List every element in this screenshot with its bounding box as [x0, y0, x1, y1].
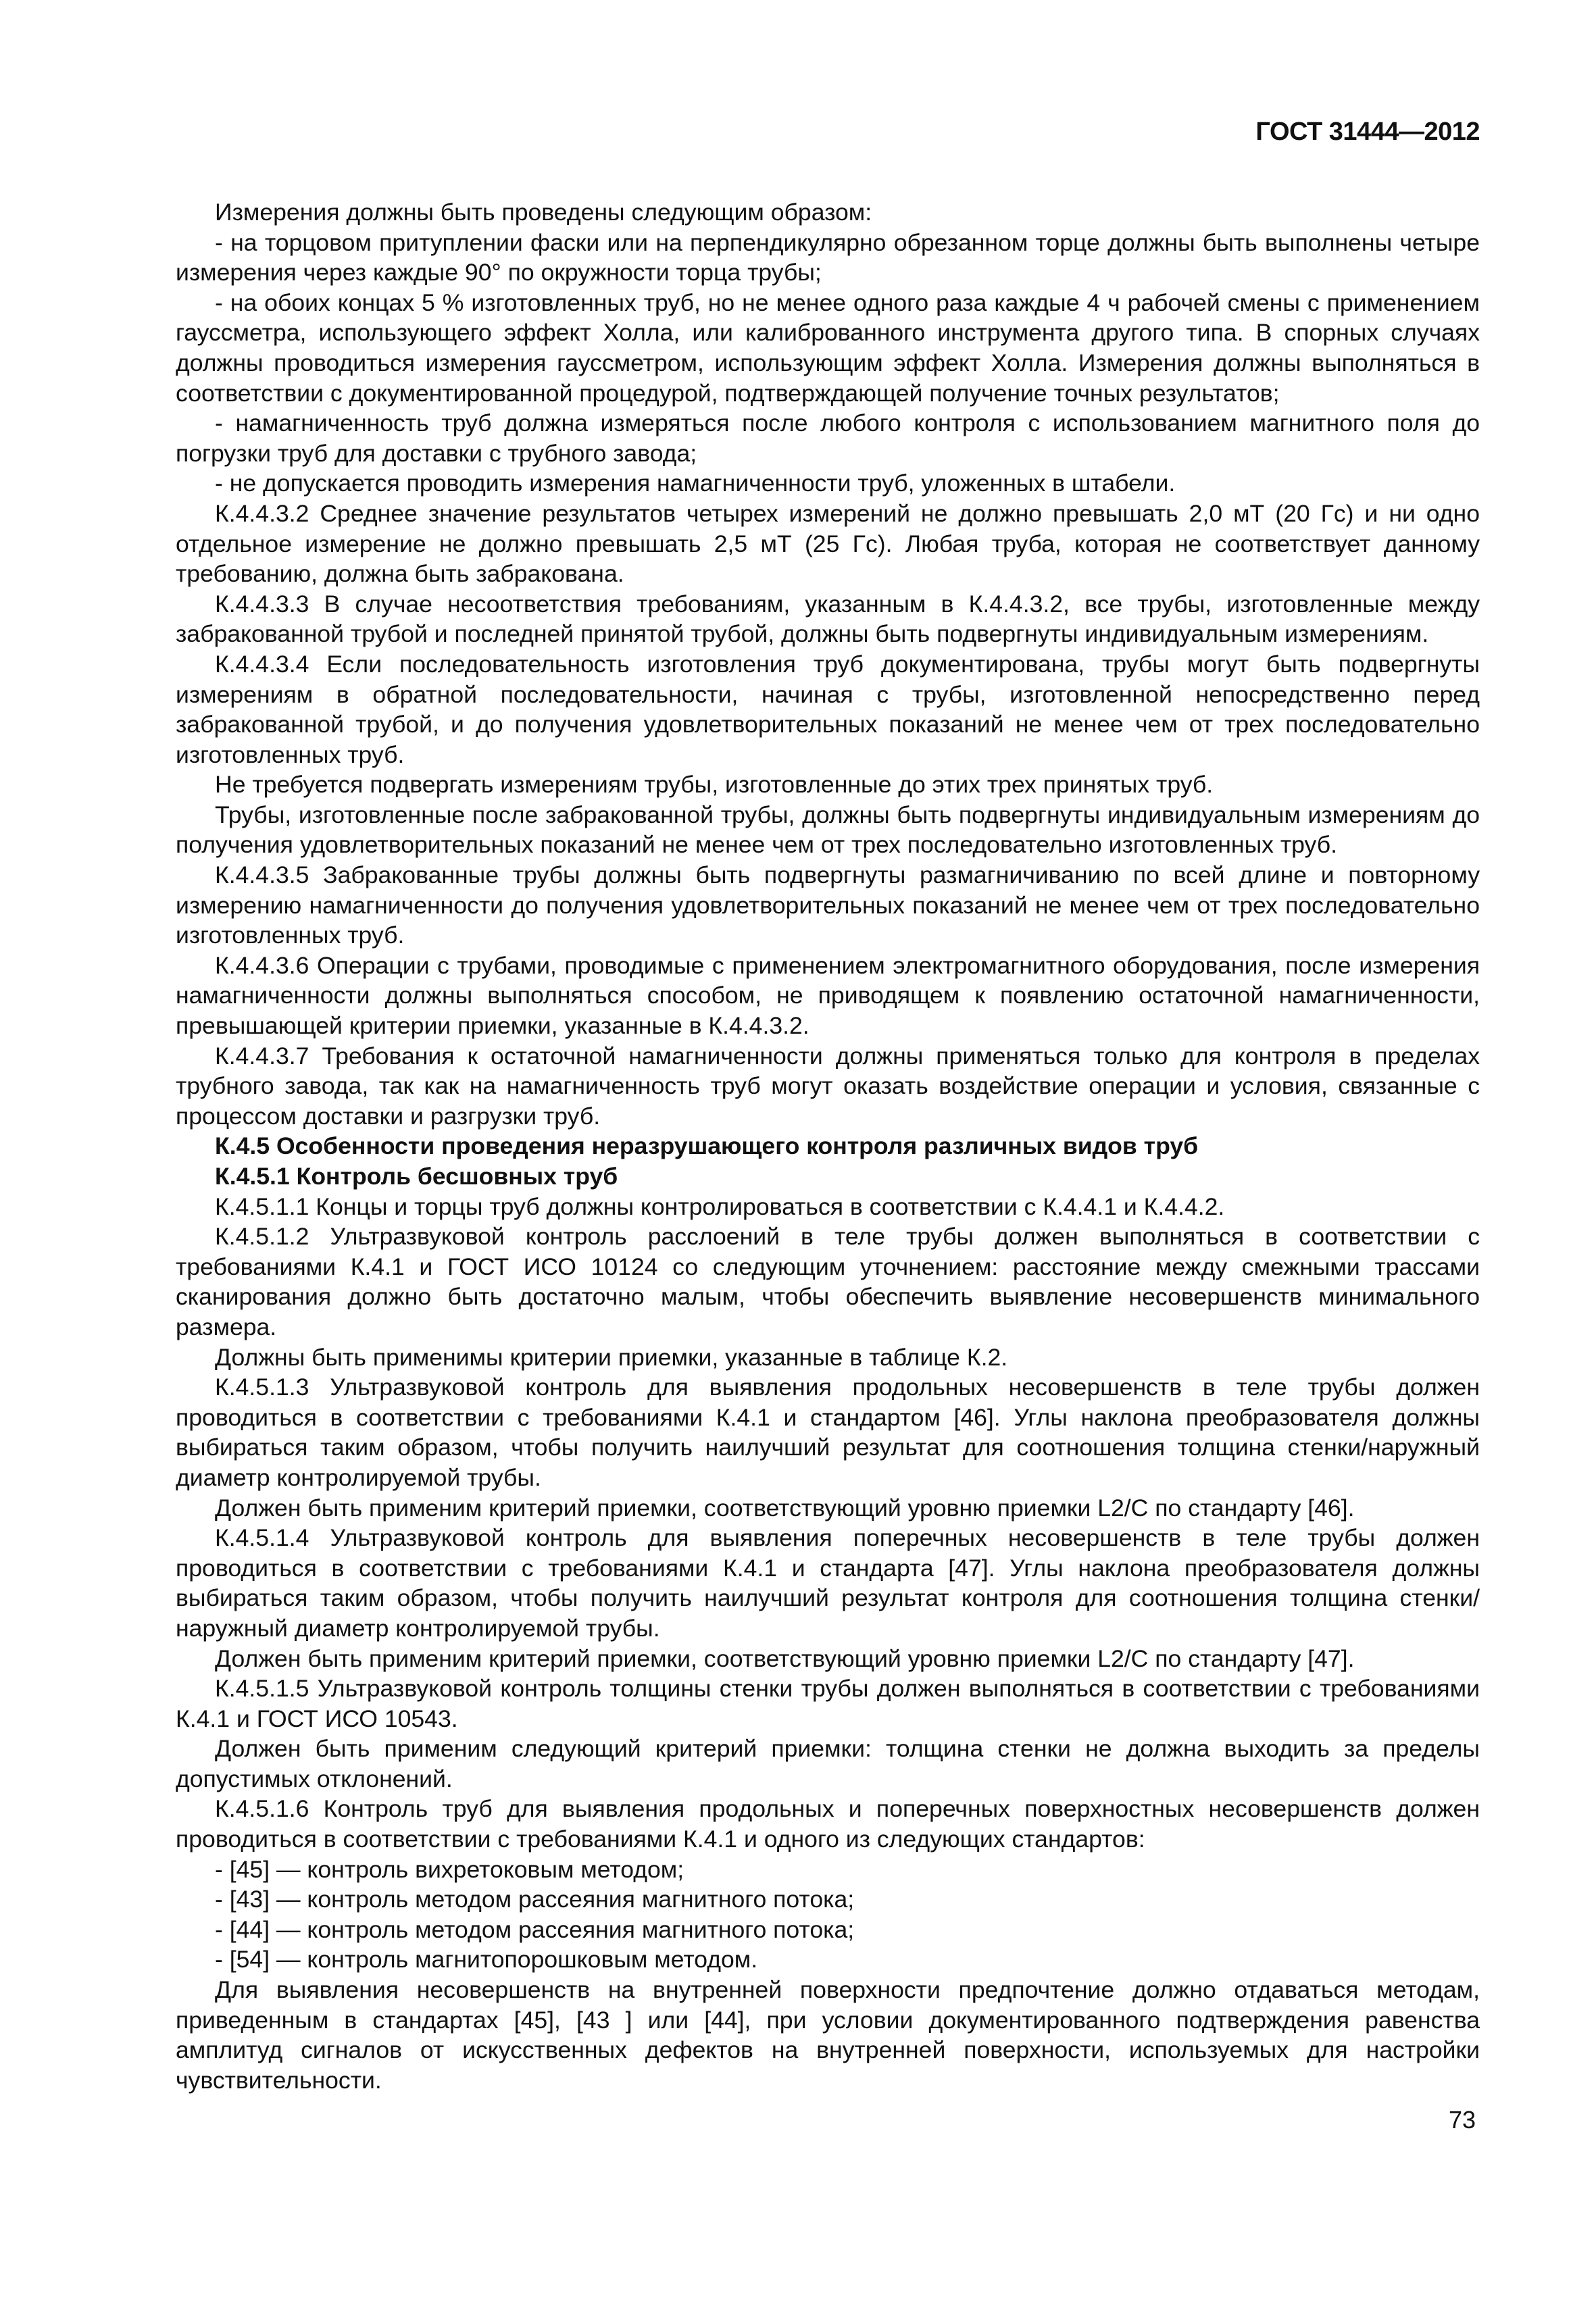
clause-k4435: К.4.4.3.5 Забракованные трубы должны быть подвергнуты размагничиванию по всей длине и повторному измерению намагниченности до получения удовлетворительных показаний не менее чем от трех последовательно изготовленных труб. — [176, 861, 1480, 949]
paragraph: Должен быть применим критерий приемки, соответствующий уровню приемки L2/C по стандарту [47]. — [215, 1644, 1355, 1672]
clause-k4434: К.4.4.3.4 Если последовательность изготовления труб документирована, трубы могут быть подвергнуты измерениям в обратной последовательности, начиная с трубы, изготовленной непосредственно перед забракованной трубой, и до получения удовлетворительных показаний не менее чем от трех последовательно изготовленных труб. — [176, 650, 1480, 768]
paragraph: Должен быть применим критерий приемки, соответствующий уровню приемки L2/C по стандарту [46]. — [215, 1494, 1355, 1521]
list-item: - [43] — контроль методом рассеяния магнитного потока; — [215, 1886, 855, 1913]
clause-k4511: К.4.5.1.1 Концы и торцы труб должны контролироваться в соответствии с К.4.4.1 и К.4.4.2. — [215, 1192, 1225, 1220]
paragraph: Не требуется подвергать измерениям трубы, изготовленные до этих трех принятых труб. — [215, 771, 1214, 799]
clause-k4432: К.4.4.3.2 Среднее значение результатов четырех измерений не должно превышать 2,0 мТ (20 Гс) и ни одно отдельное измерение не должно превышать 2,5 мТ (25 Гс). Любая труба, которая не соответствует данному требованию, должна быть забракована. — [176, 499, 1480, 588]
paragraph: Измерения должны быть проведены следующим образом: — [215, 199, 872, 226]
list-item: - [44] — контроль методом рассеяния магнитного потока; — [215, 1915, 855, 1943]
paragraph: Трубы, изготовленные после забракованной трубы, должны быть подвергнуты индивидуальным измерениям до получения удовлетворительных показаний не менее чем от трех последовательно изготовленных труб. — [176, 801, 1480, 859]
list-item: - намагниченность труб должна измеряться после любого контроля с использованием магнитного поля до погрузки труб для доставки с трубного завода; — [176, 409, 1480, 467]
document-body — [176, 197, 1480, 2095]
list-item: - на торцовом притуплении фаски или на перпендикулярно обрезанном торце должны быть выполнены четыре измерения через каждые 90° по окружности торца трубы; — [176, 228, 1480, 286]
clause-k4513: К.4.5.1.3 Ультразвуковой контроль для выявления продольных несовершенств в теле трубы должен проводиться в соответствии с требованиями К.4.1 и стандартом [46]. Углы наклона преобразователя должны выбираться таким образом, чтобы получить наилучший результат для соотношения толщина стенки/наружный диаметр контролируемой трубы. — [176, 1374, 1480, 1491]
clause-k4512: К.4.5.1.2 Ультразвуковой контроль расслоений в теле трубы должен выполняться в соответствии с требованиями К.4.1 и ГОСТ ИСО 10124 со следующим уточнением: расстояние между смежными трассами сканирования должно быть достаточно малым, чтобы обеспечить выявление несовершенств минимального размера. — [176, 1223, 1480, 1340]
clause-k4515: К.4.5.1.5 Ультразвуковой контроль толщины стенки трубы должен выполняться в соответствии с требованиями К.4.1 и ГОСТ ИСО 10543. — [176, 1675, 1480, 1732]
list-item: - [54] — контроль магнитопорошковым методом. — [215, 1946, 758, 1973]
clause-k4436: К.4.4.3.6 Операции с трубами, проводимые с применением электромагнитного оборудования, после измерения намагниченности должны выполняться способом, не приводящем к появлению остаточной намагниченности, превышающей критерии приемки, указанные в К.4.4.3.2. — [176, 951, 1480, 1040]
paragraph: Для выявления несовершенств на внутренней поверхности предпочтение должно отдаваться методам, приведенным в стандартах [45], [43 ] или [44], при условии документированного подтверждения равенства амплитуд сигналов от искусственных дефектов на внутренней поверхности, используемых для настройки чувствительности. — [176, 1976, 1480, 2094]
page-number: 73 — [1448, 2106, 1476, 2134]
list-item: - [45] — контроль вихретоковым методом; — [215, 1855, 684, 1883]
paragraph: Должен быть применим следующий критерий приемки: толщина стенки не должна выходить за пределы допустимых отклонений. — [176, 1735, 1480, 1792]
list-item: - на обоих концах 5 % изготовленных труб, но не менее одного раза каждые 4 ч рабочей смены с применением гауссметра, использующего эффект Холла, или калиброванного инструмента другого типа. В спорных случаях должны проводиться измерения гауссметром, использующим эффект Холла. Измерения должны выполняться в соответствии с документированной процедурой, подтверждающей получение точных результатов; — [176, 288, 1480, 407]
subsection-heading: К.4.5.1 Контроль бесшовных труб — [215, 1163, 618, 1190]
clause-k4514: К.4.5.1.4 Ультразвуковой контроль для выявления поперечных несовершенств в теле трубы должен проводиться в соответствии с требованиями К.4.1 и стандарта [47]. Углы наклона преобразователя должны выбираться таким образом, чтобы получить наилучший результат контроля для соотношения толщина стенки/наружный диаметр контролируемой трубы. — [176, 1524, 1480, 1642]
paragraph: Должны быть применимы критерии приемки, указанные в таблице К.2. — [215, 1343, 1008, 1371]
clause-k4516: К.4.5.1.6 Контроль труб для выявления продольных и поперечных поверхностных несовершенств должен проводиться в соответствии с требованиями К.4.1 и одного из следующих стандартов: — [176, 1795, 1480, 1853]
clause-k4437: К.4.4.3.7 Требования к остаточной намагниченности должны применяться только для контроля в пределах трубного завода, так как на намагниченность труб могут оказать воздействие операции и условия, связанные с процессом доставки и разгрузки труб. — [176, 1042, 1480, 1130]
section-heading: К.4.5 Особенности проведения неразрушающего контроля различных видов труб — [215, 1132, 1199, 1160]
document-header: ГОСТ 31444—2012 — [1255, 118, 1480, 146]
list-item: - не допускается проводить измерения намагниченности труб, уложенных в штабели. — [215, 470, 1176, 497]
clause-k4433: К.4.4.3.3 В случае несоответствия требованиям, указанным в К.4.4.3.2, все трубы, изготовленные между забракованной трубой и последней принятой трубой, должны быть подвергнуты индивидуальным измерениям. — [176, 590, 1480, 648]
